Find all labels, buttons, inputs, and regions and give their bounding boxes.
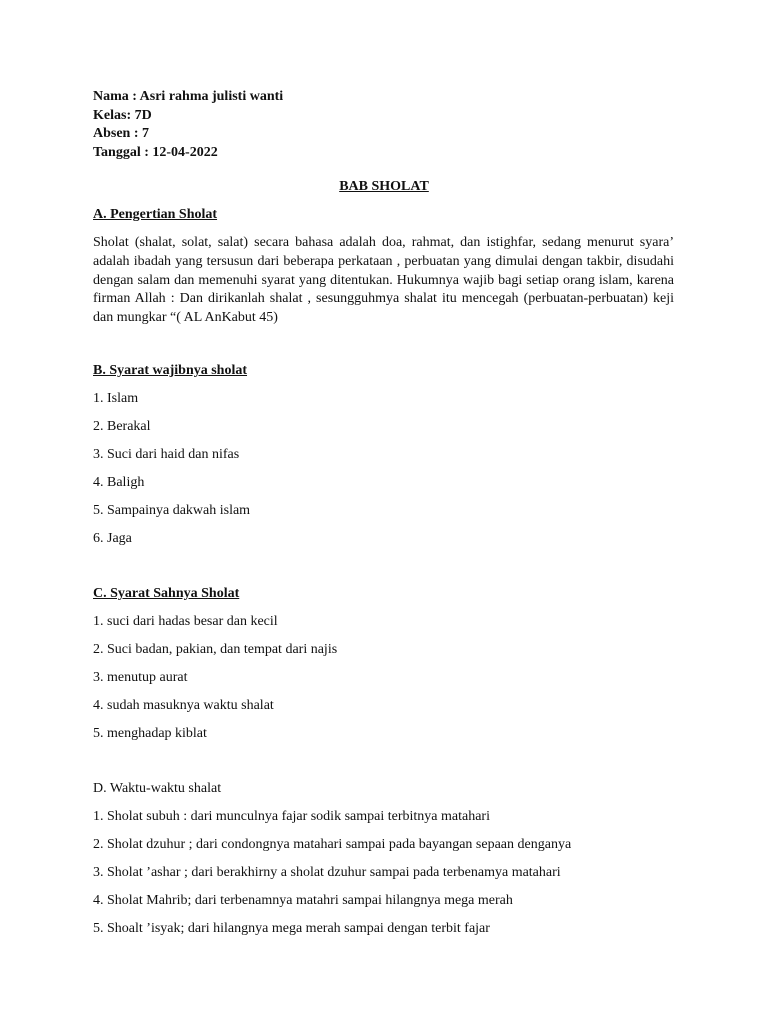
- section-b-heading: B. Syarat wajibnya sholat: [93, 363, 248, 378]
- student-info: [93, 88, 493, 162]
- list-item: 4. sudah masuknya waktu shalat: [93, 698, 274, 713]
- student-name: Nama : Asri rahma julisti wanti: [93, 89, 284, 104]
- list-item: 4. Baligh: [93, 475, 145, 490]
- list-item: 1. suci dari hadas besar dan kecil: [93, 614, 278, 629]
- list-item: 1. Sholat subuh : dari munculnya fajar sodik sampai terbitnya matahari: [93, 809, 490, 824]
- section-a-heading: A. Pengertian Sholat: [93, 207, 218, 222]
- section-a-paragraph: Sholat (shalat, solat, salat) secara bahasa adalah doa, rahmat, dan istighfar, sedang menurut syara’ adalah ibadah yang tersusun dari beberapa perkataan , perbuatan yang dimulai dengan takbir, disudahi dengan salam dan memenuhi syarat yang ditentukan. Hukumnya wajib bagi setiap orang islam, karena firman Allah : Dan dirikanlah shalat , sesungguhmya shalat itu mencegah (perbuatan-perbuatan) keji dan mungkar “( AL AnKabut 45): [93, 235, 674, 326]
- list-item: 3. Sholat ’ashar ; dari berakhirny a sholat dzuhur sampai pada terbenamya matahari: [93, 865, 561, 880]
- document-title: BAB SHOLAT: [339, 179, 429, 194]
- section-d-list: [93, 808, 571, 948]
- document-date: Tanggal : 12-04-2022: [93, 144, 218, 160]
- student-attendance-number: Absen : 7: [93, 126, 150, 141]
- list-item: 2. Berakal: [93, 419, 151, 434]
- section-c-list: [93, 613, 337, 753]
- section-c-heading: C. Syarat Sahnya Sholat: [93, 586, 240, 601]
- list-item: 2. Suci badan, pakian, dan tempat dari najis: [93, 642, 338, 657]
- list-item: 1. Islam: [93, 391, 139, 406]
- section-b-list: [93, 390, 250, 558]
- student-class: Kelas: 7D: [93, 107, 152, 123]
- list-item: 5. Sampainya dakwah islam: [93, 503, 251, 518]
- list-item: 5. menghadap kiblat: [93, 726, 207, 741]
- list-item: 3. Suci dari haid dan nifas: [93, 447, 240, 462]
- list-item: 6. Jaga: [93, 531, 132, 546]
- list-item: 2. Sholat dzuhur ; dari condongnya matahari sampai pada bayangan sepaan denganya: [93, 837, 572, 852]
- section-d-heading: D. Waktu-waktu shalat: [93, 781, 222, 796]
- list-item: 3. menutup aurat: [93, 670, 188, 685]
- list-item: 4. Sholat Mahrib; dari terbenamnya matahri sampai hilangnya mega merah: [93, 893, 513, 908]
- list-item: 5. Shoalt ’isyak; dari hilangnya mega merah sampai dengan terbit fajar: [93, 921, 490, 936]
